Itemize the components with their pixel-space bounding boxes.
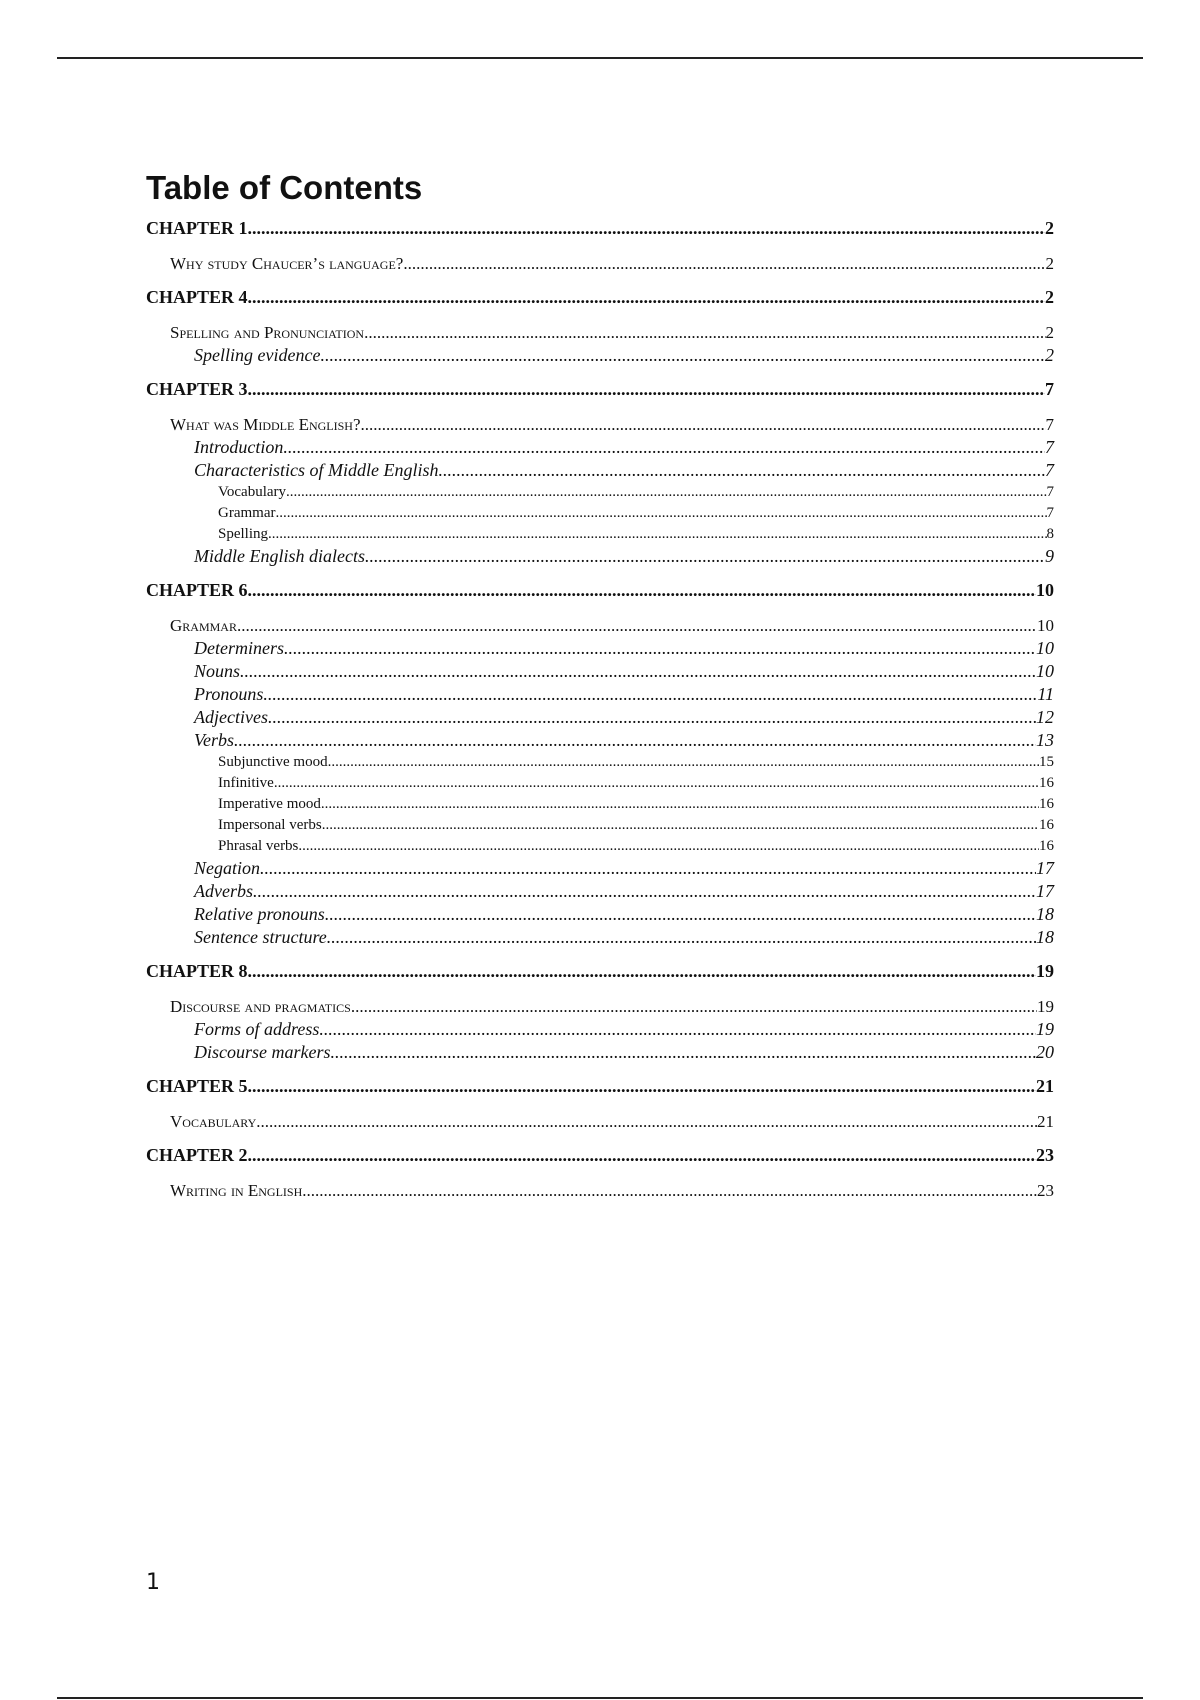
toc-entry-title: Why study Chaucer’s language? (170, 254, 404, 273)
toc-entry-page: 19 (1036, 1019, 1054, 1039)
toc-dot-leader (248, 578, 1036, 602)
toc-entry-level-1[interactable] (146, 216, 1054, 240)
toc-dot-leader (248, 377, 1045, 401)
toc-entry-level-3[interactable] (146, 880, 1054, 903)
toc-entry-title: Spelling evidence (194, 345, 321, 365)
toc-entry-page: 23 (1037, 1181, 1054, 1200)
toc-entry-page: 2 (1045, 287, 1054, 307)
toc-entry-page: 17 (1036, 858, 1054, 878)
toc-entry-title: Determiners (194, 638, 284, 658)
toc-dot-leader (263, 683, 1037, 706)
toc-entry-page: 20 (1036, 1042, 1054, 1062)
toc-entry-title: Sentence structure (194, 927, 327, 947)
toc-dot-leader (256, 1110, 1037, 1133)
toc-dot-leader (327, 926, 1036, 949)
toc-dot-leader (268, 706, 1036, 729)
toc-dot-leader (320, 344, 1045, 367)
toc-entry-page: 8 (1046, 526, 1054, 542)
toc-entry-level-3[interactable] (146, 545, 1054, 568)
toc-entry-title: Impersonal verbs (218, 817, 322, 833)
toc-dot-leader (298, 836, 1039, 857)
toc-dot-leader (248, 959, 1036, 983)
toc-entry-page: 16 (1039, 775, 1054, 791)
toc-entry-page: 23 (1036, 1145, 1054, 1165)
toc-entry-level-2[interactable] (146, 995, 1054, 1018)
toc-entry-title: Subjunctive mood (218, 754, 328, 770)
toc-entry-level-2[interactable] (146, 413, 1054, 436)
toc-entry-title: Vocabulary (170, 1112, 257, 1131)
toc-entry-title: CHAPTER 6 (146, 580, 248, 600)
toc-entry-level-3[interactable] (146, 637, 1054, 660)
toc-dot-leader (275, 503, 1046, 524)
toc-entry-title: Grammar (170, 616, 237, 635)
toc-entry-page: 7 (1046, 505, 1054, 521)
toc-entry-level-1[interactable] (146, 285, 1054, 309)
toc-entry-title: Spelling and Pronunciation (170, 323, 365, 342)
toc-entry-page: 21 (1036, 1076, 1054, 1096)
toc-entry-title: CHAPTER 3 (146, 379, 248, 399)
toc-entry-level-2[interactable] (146, 614, 1054, 637)
page-number: 1 (146, 1570, 160, 1595)
toc-entry-level-3[interactable] (146, 459, 1054, 482)
toc-dot-leader (325, 903, 1036, 926)
toc-entry-title: Verbs (194, 730, 234, 750)
toc-entry-page: 7 (1046, 484, 1054, 500)
toc-entry-title: CHAPTER 8 (146, 961, 248, 981)
toc-entry-level-2[interactable] (146, 321, 1054, 344)
toc-entry-page: 17 (1036, 881, 1054, 901)
toc-dot-leader (286, 482, 1046, 503)
toc-entry-level-3[interactable] (146, 344, 1054, 367)
toc-entry-level-4[interactable] (146, 794, 1054, 815)
toc-dot-leader (319, 1018, 1036, 1041)
toc-entry-page: 16 (1039, 838, 1054, 854)
toc-dot-leader (284, 637, 1036, 660)
header-rule (57, 57, 1143, 59)
toc-title: Table of Contents (146, 169, 423, 206)
toc-dot-leader (321, 794, 1039, 815)
toc-entry-page: 12 (1036, 707, 1054, 727)
toc-entry-page: 18 (1036, 927, 1054, 947)
footer-rule (57, 1697, 1143, 1699)
toc-entry-level-3[interactable] (146, 706, 1054, 729)
toc-dot-leader (248, 1074, 1036, 1098)
toc-dot-leader (302, 1179, 1037, 1202)
toc-entry-level-3[interactable] (146, 903, 1054, 926)
toc-entry-page: 7 (1045, 460, 1054, 480)
toc-entry-page: 10 (1036, 638, 1054, 658)
toc-entry-title: Imperative mood (218, 796, 321, 812)
toc-entry-title: CHAPTER 2 (146, 1145, 248, 1165)
toc-entry-page: 9 (1045, 546, 1054, 566)
toc-entry-level-1[interactable] (146, 1074, 1054, 1098)
toc-entry-page: 16 (1039, 817, 1054, 833)
toc-entry-level-2[interactable] (146, 1179, 1054, 1202)
toc-dot-leader (234, 729, 1036, 752)
toc-dot-leader (328, 752, 1039, 773)
toc-entry-level-2[interactable] (146, 252, 1054, 275)
toc-entry-title: Phrasal verbs (218, 838, 299, 854)
toc-entry-page: 2 (1045, 323, 1054, 342)
toc-entry-page: 2 (1045, 345, 1054, 365)
toc-entry-title: Negation (194, 858, 260, 878)
toc-entry-page: 13 (1036, 730, 1054, 750)
toc-entry-page: 21 (1037, 1112, 1054, 1131)
toc-dot-leader (439, 459, 1046, 482)
toc-dot-leader (364, 321, 1045, 344)
toc-entry-title: Infinitive (218, 775, 274, 791)
toc-entry-title: CHAPTER 4 (146, 287, 248, 307)
toc-entry-level-2[interactable] (146, 1110, 1054, 1133)
toc-entry-level-4[interactable] (146, 482, 1054, 503)
toc-entry-title: CHAPTER 1 (146, 218, 248, 238)
toc-entry-page: 19 (1037, 997, 1054, 1016)
toc-dot-leader (268, 524, 1046, 545)
toc-entry-level-3[interactable] (146, 683, 1054, 706)
toc-entry-title: Nouns (194, 661, 241, 681)
toc-entry-title: Relative pronouns (194, 904, 325, 924)
toc-dot-leader (237, 614, 1037, 637)
toc-dot-leader (331, 1041, 1037, 1064)
toc-entry-page: 19 (1036, 961, 1054, 981)
toc-entry-title: Discourse markers (194, 1042, 331, 1062)
toc-entry-title: What was Middle English? (170, 415, 361, 434)
toc-dot-leader (361, 413, 1046, 436)
toc-entry-level-4[interactable] (146, 503, 1054, 524)
toc-entry-level-3[interactable] (146, 857, 1054, 880)
toc-dot-leader (351, 995, 1037, 1018)
toc-entry-page: 2 (1045, 218, 1054, 238)
toc-entry-title: Spelling (218, 526, 269, 542)
toc-entry-title: Introduction (194, 437, 284, 457)
toc-entry-page: 7 (1045, 379, 1054, 399)
toc-entry-page: 10 (1036, 580, 1054, 600)
toc-entry-title: CHAPTER 5 (146, 1076, 248, 1096)
toc-entry-page: 10 (1037, 616, 1054, 635)
toc-entry-level-3[interactable] (146, 729, 1054, 752)
toc-entry-title: Characteristics of Middle English (194, 460, 439, 480)
toc-dot-leader (365, 545, 1045, 568)
toc-entry-page: 10 (1036, 661, 1054, 681)
toc-entry-level-1[interactable] (146, 959, 1054, 983)
toc-entry-level-4[interactable] (146, 836, 1054, 857)
toc-entry-level-4[interactable] (146, 752, 1054, 773)
toc-entry-page: 11 (1037, 684, 1054, 704)
toc-dot-leader (253, 880, 1036, 903)
toc-entry-level-3[interactable] (146, 926, 1054, 949)
toc-entry-title: Adverbs (194, 881, 253, 901)
table-of-contents (146, 216, 1054, 1202)
toc-entry-level-4[interactable] (146, 524, 1054, 545)
toc-dot-leader (322, 815, 1039, 836)
toc-dot-leader (274, 773, 1039, 794)
toc-dot-leader (248, 1143, 1036, 1167)
toc-entry-title: Discourse and pragmatics (170, 997, 351, 1016)
toc-entry-page: 2 (1045, 254, 1054, 273)
toc-entry-level-4[interactable] (146, 773, 1054, 794)
toc-entry-page: 18 (1036, 904, 1054, 924)
toc-entry-level-4[interactable] (146, 815, 1054, 836)
toc-dot-leader (240, 660, 1036, 683)
toc-dot-leader (248, 285, 1045, 309)
toc-entry-level-3[interactable] (146, 436, 1054, 459)
toc-entry-level-1[interactable] (146, 578, 1054, 602)
toc-entry-level-1[interactable] (146, 1143, 1054, 1167)
toc-entry-title: Pronouns (194, 684, 264, 704)
toc-entry-level-3[interactable] (146, 660, 1054, 683)
toc-entry-title: Middle English dialects (194, 546, 365, 566)
toc-entry-title: Adjectives (194, 707, 268, 727)
toc-dot-leader (283, 436, 1045, 459)
toc-entry-level-3[interactable] (146, 1018, 1054, 1041)
toc-entry-page: 7 (1045, 437, 1054, 457)
toc-entry-title: Writing in English (170, 1181, 303, 1200)
toc-dot-leader (248, 216, 1045, 240)
toc-dot-leader (260, 857, 1036, 880)
toc-entry-page: 7 (1045, 415, 1054, 434)
toc-entry-level-1[interactable] (146, 377, 1054, 401)
toc-dot-leader (403, 252, 1045, 275)
toc-entry-level-3[interactable] (146, 1041, 1054, 1064)
toc-entry-page: 15 (1039, 754, 1054, 770)
toc-entry-page: 16 (1039, 796, 1054, 812)
toc-entry-title: Forms of address (194, 1019, 320, 1039)
toc-entry-title: Grammar (218, 505, 276, 521)
toc-entry-title: Vocabulary (218, 484, 287, 500)
